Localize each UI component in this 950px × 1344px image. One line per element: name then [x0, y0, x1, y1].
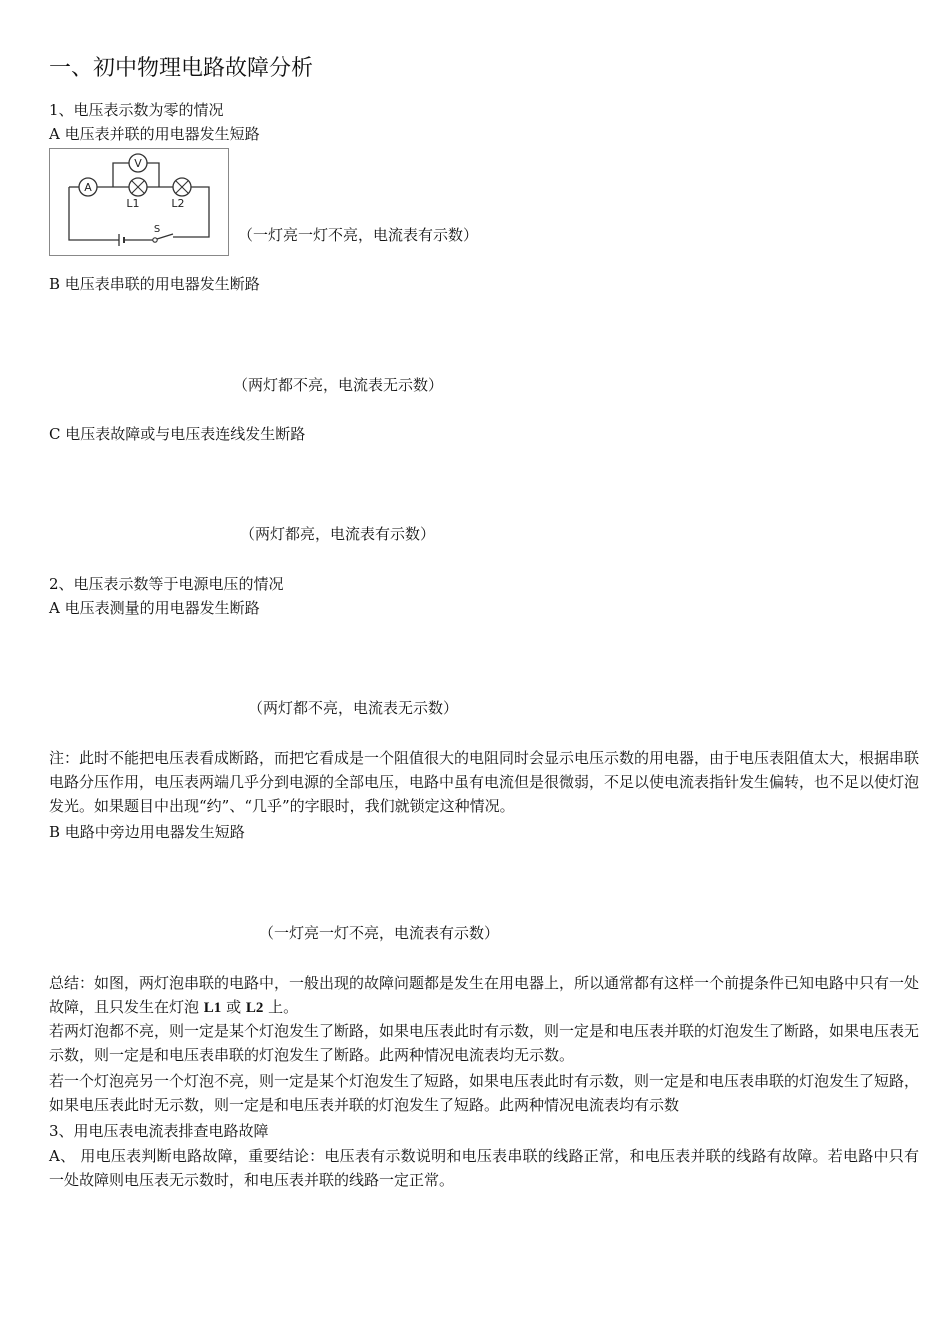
section-1c-label: C 电压表故障或与电压表连线发生断路: [49, 425, 306, 443]
section-2b-note: （一灯亮一灯不亮，电流表有示数）: [259, 924, 500, 942]
circuit-diagram: [49, 148, 229, 256]
section-1-heading: 1、电压表示数为零的情况: [49, 101, 224, 119]
wire-v-right: [147, 163, 159, 187]
wire-left: [69, 187, 119, 240]
section-1b-label: B 电压表串联的用电器发生断路: [49, 275, 260, 293]
section-1b-note: （两灯都不亮，电流表无示数）: [233, 376, 444, 394]
section-1a-label: A 电压表并联的用电器发生短路: [49, 125, 260, 143]
lamp-l1-label: L1: [126, 197, 140, 210]
summary-lamp-l1: L1: [203, 1000, 222, 1016]
switch-label: S: [153, 224, 161, 235]
summary-paragraph-3: 若一个灯泡亮另一个灯泡不亮，则一定是某个灯泡发生了短路，如果电压表此时有示数，则一定是和电压表串联的灯泡发生了短路，如果电压表此时无示数，则一定是和电压表并联的灯泡发生了短路。此两种情况电流表均有示数: [49, 1072, 920, 1114]
section-2a-label: A 电压表测量的用电器发生断路: [49, 599, 260, 617]
section-3a-paragraph: A、 用电压表判断电路故障，重要结论：电压表有示数说明和电压表串联的线路正常，和电压表并联的线路有故障。若电路中只有一处故障则电压表无示数时，和电压表并联的线路一定正常。: [49, 1147, 919, 1189]
section-1c-note: （两灯都亮，电流表有示数）: [240, 525, 436, 543]
section-1a-note: （一灯亮一灯不亮，电流表有示数）: [238, 226, 479, 244]
section-2b-label: B 电路中旁边用电器发生短路: [49, 823, 245, 841]
wire-v-left: [113, 163, 129, 187]
switch-pivot: [153, 238, 157, 242]
summary-p1-or: 或: [221, 998, 246, 1016]
ammeter-label: A: [84, 181, 92, 194]
summary-paragraph-2: 若两灯泡都不亮，则一定是某个灯泡发生了断路，如果电压表此时有示数，则一定是和电压表并联的灯泡发生了断路，如果电压表无示数，则一定是和电压表串联的灯泡发生了断路。此两种情况电流表均无示数。: [49, 1022, 920, 1064]
summary-paragraph-1: [49, 971, 919, 1020]
section-2a-note: （两灯都不亮，电流表无示数）: [248, 699, 459, 717]
voltmeter-label: V: [134, 157, 142, 170]
page-title: 一、初中物理电路故障分析: [49, 56, 314, 81]
section-2-note-paragraph: 注：此时不能把电压表看成断路，而把它看成是一个阻值很大的电阻同时会显示电压示数的用电器，由于电压表阻值太大，根据串联电路分压作用，电压表两端几乎分到电源的全部电压，电路中虽有电流但是很微弱，不足以使电流表指针发生偏转，也不足以使灯泡发光。如果题目中出现“约”、“几乎”的字眼时，我们就锁定这种情况。: [49, 749, 920, 815]
section-3-heading: 3、用电压表电流表排查电路故障: [49, 1122, 269, 1140]
lamp-l2-label: L2: [171, 197, 185, 210]
summary-p1-end: 上。: [263, 998, 299, 1016]
section-2-heading: 2、电压表示数等于电源电压的情况: [49, 575, 284, 593]
summary-p1-text: 总结：如图，两灯泡串联的电路中，一般出现的故障问题都是发生在用电器上，所以通常都有这样一个前提条件已知电路中只有一处故障，且只发生在灯泡: [49, 974, 920, 1016]
summary-lamp-l2: L2: [245, 1000, 264, 1016]
